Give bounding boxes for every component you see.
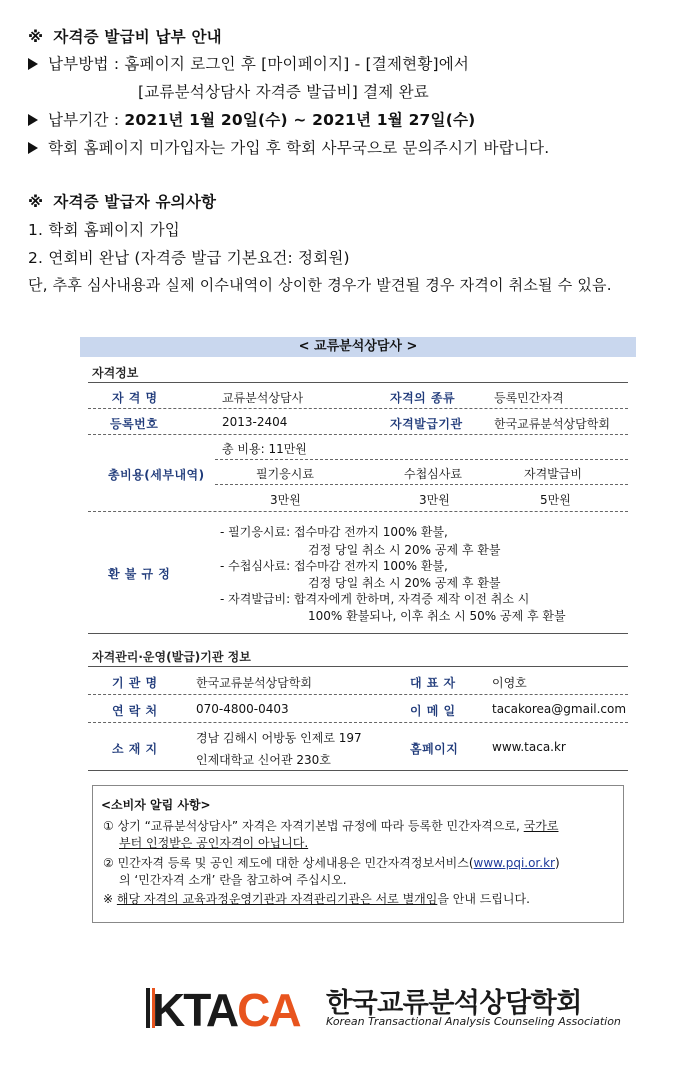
address-label: 소 재 지 xyxy=(112,742,158,756)
triangle-bullet-icon xyxy=(28,142,38,154)
email-value: tacakorea@gmail.com xyxy=(492,702,627,716)
notice-text: 국가로 xyxy=(523,819,559,833)
divider xyxy=(88,722,628,723)
org-name-label: 기 관 명 xyxy=(112,676,158,690)
divider xyxy=(88,434,628,435)
divider xyxy=(88,666,628,667)
refund-line: 검정 당일 취소 시 20% 공제 후 환불 xyxy=(308,576,501,590)
method-label: 납부방법 : xyxy=(48,55,125,73)
phone-label: 연 락 처 xyxy=(112,704,158,718)
homepage-value[interactable]: www.taca.kr xyxy=(492,740,566,754)
notice-text: 해당 자격의 교육과정운영기관과 자격관리기관은 서로 별개임 xyxy=(116,892,438,906)
divider xyxy=(88,511,628,512)
representative-value: 이영호 xyxy=(492,676,527,690)
notice-text: ① 상기 “교류분석상담사” 자격은 자격기본법 규정에 따라 등록한 민간자격으로, xyxy=(103,819,524,833)
issuer-value: 한국교류분석상담학회 xyxy=(494,417,610,431)
payment-heading xyxy=(28,25,222,47)
address-line-1: 경남 김해시 어방동 인제로 197 xyxy=(196,731,362,745)
consumer-notice-line: 부터 인정받은 공인자격이 아닙니다. xyxy=(119,836,309,850)
reference-mark: ※ xyxy=(28,28,44,46)
divider xyxy=(88,408,628,409)
consumer-notice-line xyxy=(103,890,530,907)
reference-mark: ※ xyxy=(28,193,44,211)
join-text: 학회 홈페이지 미가입자는 가입 후 학회 사무국으로 문의주시기 바랍니다. xyxy=(48,139,550,157)
representative-label: 대 표 자 xyxy=(410,676,456,690)
cost-header-issuance: 자격발급비 xyxy=(524,467,582,481)
refund-line: 검정 당일 취소 시 20% 공제 후 환불 xyxy=(308,543,501,557)
info-table-title: < 교류분석상담사 > xyxy=(80,337,636,357)
refund-line: - 수첩심사료: 접수마감 전까지 100% 환불, xyxy=(220,559,448,573)
consumer-notice-line xyxy=(103,854,560,871)
divider xyxy=(215,459,628,460)
homepage-label: 홈페이지 xyxy=(410,742,459,756)
notice-text: 을 안내 드립니다. xyxy=(437,892,530,906)
consumer-notice-title: <소비자 알림 사항> xyxy=(101,798,211,812)
triangle-bullet-icon xyxy=(28,114,38,126)
refund-line: 100% 환불되나, 이후 취소 시 50% 공제 후 환불 xyxy=(308,609,566,623)
notes-heading xyxy=(28,190,216,212)
logo-wordmark xyxy=(152,983,300,1037)
qual-type-label: 자격의 종류 xyxy=(390,391,456,405)
notice-text: ② 민간자격 등록 및 공인 제도에 대한 상세내용은 민간자격정보서비스( xyxy=(103,856,474,870)
consumer-notice-box xyxy=(92,785,624,923)
org-name-value: 한국교류분석상담학회 xyxy=(196,676,312,690)
payment-title: 자격증 발급비 납부 안내 xyxy=(53,28,222,46)
payment-method xyxy=(28,52,469,74)
cost-value-handbook-review: 3만원 xyxy=(419,493,450,507)
consumer-notice-line xyxy=(103,817,558,834)
payment-period xyxy=(28,108,475,130)
notes-item-1: 1. 학회 홈페이지 가입 xyxy=(28,221,180,239)
cost-header-written-exam: 필기응시료 xyxy=(256,467,314,481)
qual-type-value: 등록민간자격 xyxy=(494,391,564,405)
method-text: 홈페이지 로그인 후 [마이페이지] - [결제현황]에서 xyxy=(124,55,470,73)
cost-header-handbook-review: 수첩심사료 xyxy=(404,467,462,481)
divider xyxy=(215,484,628,485)
divider xyxy=(88,770,628,771)
notes-item-2: 2. 연회비 완납 (자격증 발급 기본요건: 정회원) xyxy=(28,249,350,267)
triangle-bullet-icon xyxy=(28,58,38,70)
section-agency-info: 자격관리·운영(발급)기관 정보 xyxy=(92,650,251,664)
logo-wordmark-text: KTA xyxy=(152,984,238,1036)
logo-korean-name: 한국교류분석상담학회 xyxy=(326,988,582,1019)
qual-name-label: 자 격 명 xyxy=(112,391,158,405)
logo-english-name: Korean Transactional Analysis Counseling Association xyxy=(326,1015,621,1028)
divider xyxy=(88,694,628,695)
notes-caution: 단, 추후 심사내용과 실제 이수내역이 상이한 경우가 발견될 경우 자격이 취소될 수 있음. xyxy=(28,276,612,294)
period-label: 납부기간 : xyxy=(48,111,125,129)
email-label: 이 메 일 xyxy=(410,704,456,718)
pqi-link[interactable]: www.pqi.or.kr xyxy=(473,856,555,870)
cost-value-issuance: 5만원 xyxy=(540,493,571,507)
cost-total: 총 비용: 11만원 xyxy=(222,442,307,456)
logo-wordmark-text: CA xyxy=(237,984,300,1036)
refund-line: - 필기응시료: 접수마감 전까지 100% 환불, xyxy=(220,525,448,539)
notice-text: ) xyxy=(554,856,560,870)
issuer-label: 자격발급기관 xyxy=(390,417,463,431)
join-notice xyxy=(28,136,549,158)
notes-title: 자격증 발급자 유의사항 xyxy=(53,193,217,211)
section-qualification-info: 자격정보 xyxy=(92,366,139,380)
notice-text: ※ xyxy=(103,892,117,906)
payment-method-detail: [교류분석상담사 자격증 발급비] 결제 완료 xyxy=(138,83,429,101)
cost-value-written-exam: 3만원 xyxy=(270,493,301,507)
divider xyxy=(88,633,628,634)
reg-number-value: 2013-2404 xyxy=(222,415,288,429)
address-line-2: 인제대학교 신어관 230호 xyxy=(196,753,331,767)
refund-label: 환 불 규 정 xyxy=(108,567,171,581)
divider xyxy=(88,382,628,383)
refund-line: - 자격발급비: 합격자에게 한하며, 자격증 제작 이전 취소 시 xyxy=(220,592,530,606)
qual-name-value: 교류분석상담사 xyxy=(222,391,304,405)
cost-label: 총비용(세부내역) xyxy=(108,468,205,482)
reg-number-label: 등록번호 xyxy=(110,417,159,431)
period-text: 2021년 1월 20일(수) ~ 2021년 1월 27일(수) xyxy=(124,111,476,129)
phone-value: 070-4800-0403 xyxy=(196,702,289,716)
consumer-notice-line: 의 ‘민간자격 소개’ 란을 참고하여 주십시오. xyxy=(119,873,347,887)
